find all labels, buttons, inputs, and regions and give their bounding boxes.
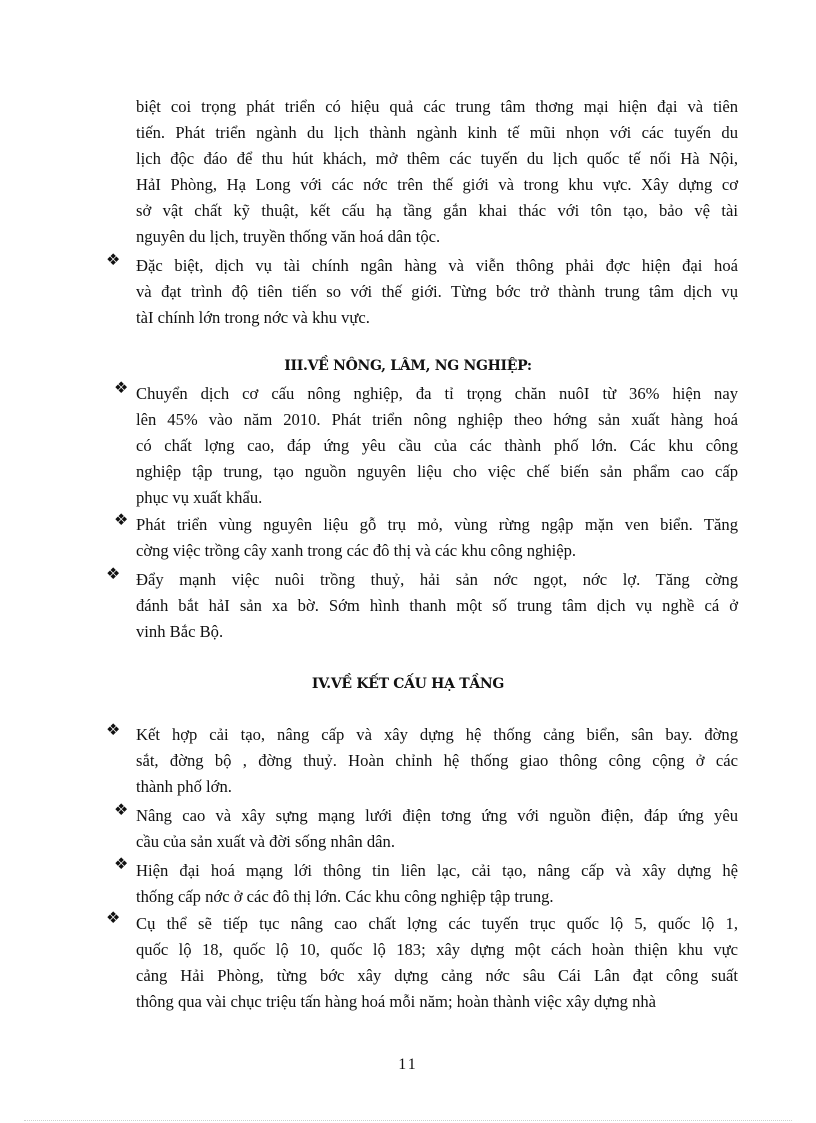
text-line: HảI Phòng, Hạ Long với các nớc trên thế giới và trong khu vực. Xây dựng cơ [136,175,738,194]
paragraph-agriculture-2 [136,512,738,564]
text-line: sở vật chất kỹ thuật, kết cấu hạ tầng gắn khai thác với tôn tạo, bảo vệ tài [136,201,738,220]
page-footer-divider [24,1120,792,1121]
paragraph-tourism-continued [136,94,738,250]
text-line: và đạt trình độ tiên tiến so với thế giới. Từng bớc trở thành trung tâm dịch vụ [136,282,738,301]
diamond-bullet-icon: ❖ [106,720,121,739]
text-line: cờng việc trồng cây xanh trong các đô thị và các khu công nghiệp. [136,541,577,560]
text-line: Chuyển dịch cơ cấu nông nghiệp, đa tỉ trọng chăn nuôI từ 36% hiện nay [136,384,738,403]
diamond-bullet-icon: ❖ [106,908,121,927]
diamond-bullet-icon: ❖ [114,800,129,819]
paragraph-infrastructure-1 [136,722,738,800]
text-line: cầu của sản xuất và đời sống nhân dân. [136,832,395,851]
paragraph-infrastructure-4 [136,911,738,1015]
text-line: nghiệp tập trung, tạo nguồn nguyên liệu cho việc chế biến sản phẩm cao cấp [136,462,738,481]
text-line: lịch độc đáo để thu hút khách, mở thêm các tuyến du lịch quốc tế nối Hà Nội, [136,149,738,168]
text-line: lên 45% vào năm 2010. Phát triển nông nghiệp theo hớng sản xuất hàng hoá [136,410,738,429]
paragraph-agriculture-3 [136,567,738,645]
diamond-bullet-icon: ❖ [106,564,121,583]
text-line: Nâng cao và xây sựng mạng lưới điện tơng ứng với nguồn điện, đáp ứng yêu [136,806,738,825]
text-line: biệt coi trọng phát triển có hiệu quả các trung tâm thơng mại hiện đại và tiên [136,97,738,116]
text-line: vinh Bắc Bộ. [136,622,224,641]
diamond-bullet-icon: ❖ [114,378,129,397]
section-heading-infrastructure: IV.VỀ KẾT CẤU HẠ TẦNG [311,676,505,692]
text-line: Đẩy mạnh việc nuôi trồng thuỷ, hải sản nớc ngọt, nớc lợ. Tăng cờng [136,570,738,589]
text-line: tàI chính lớn trong nớc và khu vực. [136,308,370,327]
diamond-bullet-icon: ❖ [106,250,121,269]
diamond-bullet-icon: ❖ [114,510,129,529]
text-line: phục vụ xuất khẩu. [136,488,263,507]
text-line: sắt, đờng bộ , đờng thuỷ. Hoàn chỉnh hệ thống giao thông công cộng ở các [136,751,738,770]
text-line: có chất lợng cao, đáp ứng yêu cầu của các thành phố lớn. Các khu công [136,436,738,455]
section-heading-agriculture: III.VỀ NÔNG, LÂM, NG NGHIỆP: [284,358,532,374]
text-line: thành phố lớn. [136,777,232,796]
text-line: tiến. Phát triển ngành du lịch thành ngành kinh tế mũi nhọn với các tuyến du [136,123,738,142]
text-line: đánh bắt hảI sản xa bờ. Sớm hình thanh một số trung tâm dịch vụ nghề cá ở [136,596,738,615]
text-line: nguyên du lịch, truyền thống văn hoá dân tộc. [136,227,441,246]
text-line: cảng Hải Phòng, từng bớc xây dựng cảng nớc sâu Cái Lân đạt công suất [136,966,738,985]
text-line: Cụ thể sẽ tiếp tục nâng cao chất lợng các tuyến trục quốc lộ 5, quốc lộ 1, [136,914,738,933]
diamond-bullet-icon: ❖ [114,854,129,873]
paragraph-infrastructure-2 [136,803,738,855]
page-number: 11 [398,1056,418,1073]
paragraph-infrastructure-3 [136,858,738,910]
text-line: thông qua vài chục triệu tấn hàng hoá mỗi năm; hoàn thành việc xây dựng nhà [136,992,657,1011]
paragraph-finance [136,253,738,331]
text-line: Hiện đại hoá mạng lới thông tin liên lạc, cải tạo, nâng cấp và xây dựng hệ [136,861,738,880]
text-line: Đặc biệt, dịch vụ tài chính ngân hàng và viễn thông phải đợc hiện đại hoá [136,256,738,275]
text-line: thống cấp nớc ở các đô thị lớn. Các khu công nghiệp tập trung. [136,887,554,906]
text-line: quốc lộ 18, quốc lộ 10, quốc lộ 183; xây dựng một cách hoàn thiện khu vực [136,940,738,959]
text-line: Phát triển vùng nguyên liệu gỗ trụ mỏ, vùng rừng ngập mặn ven biển. Tăng [136,515,738,534]
text-line: Kết hợp cải tạo, nâng cấp và xây dựng hệ thống cảng biển, sân bay. đờng [136,725,738,744]
paragraph-agriculture-1 [136,381,738,511]
